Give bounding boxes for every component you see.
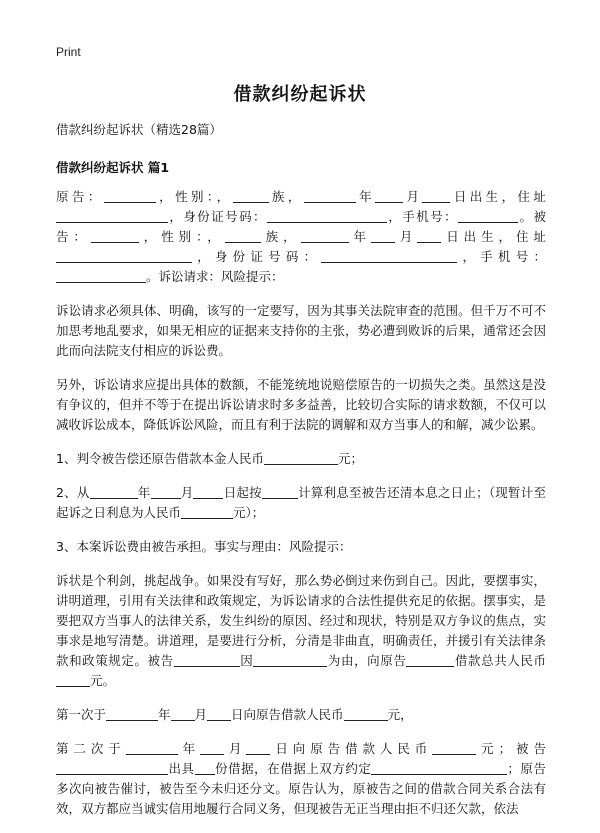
born-label: 日出生，住址 xyxy=(450,189,546,204)
claim-3: 3、本案诉讼费由被告承担。事实与理由：风险提示： xyxy=(56,539,352,554)
claim-2-day: 日起按 xyxy=(223,485,262,500)
document-title: 借款纠纷起诉状 xyxy=(233,84,367,105)
claim-1-unit: 元； xyxy=(337,451,363,466)
born2-label: 日出生，住址 xyxy=(441,229,546,244)
loan-1-year: 年 xyxy=(158,707,171,722)
interest-amount-blank xyxy=(181,505,233,519)
birth-year-blank xyxy=(304,189,356,203)
id2-label: ，身份证号码： xyxy=(192,249,322,264)
facts-paragraph xyxy=(56,571,546,691)
loan-2-year: 年 xyxy=(177,741,201,756)
phone2-blank xyxy=(56,269,146,283)
receipt-count-blank xyxy=(195,761,215,775)
principal-amount-blank xyxy=(264,451,338,465)
year-label: 年 xyxy=(355,189,376,204)
interest-rate-blank xyxy=(262,485,298,499)
claims-heading: 。诉讼请求：风险提示： xyxy=(146,269,284,284)
loan-1-label: 第一次于 xyxy=(56,707,107,722)
phone2-label: 手机号： xyxy=(480,249,546,264)
defendant-name-blank-2 xyxy=(174,653,240,667)
loan-1 xyxy=(56,705,546,725)
loan-1-amount-blank xyxy=(344,707,388,721)
year2-label: 年 xyxy=(348,229,371,244)
ethnicity2-blank xyxy=(225,229,261,243)
claim-2-text: 计算利息至被告还清本息之日止；（现暂计至起诉之日利息为人民币 xyxy=(56,485,546,520)
month-label: 月 xyxy=(403,189,423,204)
loan-2-month-blank xyxy=(200,741,224,755)
birth-year2-blank xyxy=(301,229,349,243)
loan-2-defendant-blank xyxy=(56,761,168,775)
claim-1-text: 1、判令被告偿还原告借款本金人民币 xyxy=(56,451,264,466)
comma-sep: ， xyxy=(457,249,481,264)
claim-2-unit: 元）； xyxy=(233,505,265,520)
loan-2-year-blank xyxy=(126,741,178,755)
gender2-label: ，性别：， xyxy=(138,229,225,244)
ethnicity-blank xyxy=(233,189,269,203)
plaintiff-label: 原告： xyxy=(56,189,104,204)
interest-month-blank xyxy=(151,485,181,499)
loan-1-text: 日向原告借款人民币 xyxy=(231,707,344,722)
gender-label: ，性别：， xyxy=(155,189,233,204)
party-info-paragraph xyxy=(56,187,546,287)
loan-2-day-blank xyxy=(246,741,270,755)
facts-reason: 为由，向原告 xyxy=(327,653,407,668)
interest-year-blank xyxy=(90,485,138,499)
id-number2-blank xyxy=(321,249,457,263)
loan-1-day-blank xyxy=(207,707,231,721)
ethnicity2-label: 族， xyxy=(260,229,301,244)
facts-unit: 元。 xyxy=(90,673,116,688)
defendant-name-blank xyxy=(91,229,139,243)
birth-day2-blank xyxy=(417,229,441,243)
print-link[interactable]: Print xyxy=(56,45,81,59)
loan-2-text: 日向原告借款人民币 xyxy=(270,741,433,756)
loan-1-year-blank xyxy=(106,707,158,721)
total-amount-blank xyxy=(56,673,90,687)
agreement-terms-blank xyxy=(371,761,507,775)
loan-2-amount-blank xyxy=(432,741,476,755)
month2-label: 月 xyxy=(394,229,418,244)
loan-2-month: 月 xyxy=(224,741,247,756)
plaintiff-name-blank xyxy=(104,189,156,203)
loan-2-agreement: 份借据，在借据上双方约定 xyxy=(214,761,372,776)
reason-blank xyxy=(253,653,327,667)
address-blank xyxy=(56,209,168,223)
amount-tip-paragraph: 另外，诉讼请求应提出具体的数额，不能笼统地说赔偿原告的一切损失之类。虽然这是没有争议的，但并不等于在提出诉讼请求时多多益善，比较切合实际的请求数额，不仅可以减收诉讼成本，降低诉讼风险，而且有利于法院的调解和双方当事人的和解，减少讼累。 xyxy=(56,377,546,432)
section-heading: 借款纠纷起诉状 篇1 xyxy=(56,160,170,175)
birth-day-blank xyxy=(422,189,450,203)
interest-day-blank xyxy=(193,485,223,499)
birth-month-blank xyxy=(375,189,403,203)
facts-text: 诉状是个利剑，挑起战争。如果没有写好，那么势必倒过来伤到自己。因此，要摆事实，讲明道理，引用有关法律和政策规定，为诉讼请求的合法性提供充足的依据。摆事实，是要把双方当事人的法律关系，发生纠纷的原因、经过和现状，特别是双方争议的焦点，实事求是地写清楚。讲道理，是要进行分析，分清是非曲直，明确责任，并援引有关法律条款和政策规定。被告 xyxy=(56,573,546,668)
document-subtitle: 借款纠纷起诉状（精选28篇） xyxy=(56,122,222,137)
facts-total: 借款总共人民币 xyxy=(454,653,546,668)
loan-1-month: 月 xyxy=(194,707,208,722)
plaintiff-name-blank-2 xyxy=(406,653,454,667)
birth-month2-blank xyxy=(371,229,395,243)
loan-2-rest: ；原告多次向被告催讨，被告至今未归还分文。原告认为，原被告之间的借款合同关系合法有效，双方都应当诚实信用地履行合同义务，但现被告无正当理由拒不归还欠款，依法 xyxy=(56,761,546,816)
loan-2 xyxy=(56,739,546,819)
claim-2-from: 2、从 xyxy=(56,485,90,500)
claim-1 xyxy=(56,449,546,469)
claim-2-year: 年 xyxy=(137,485,151,500)
facts-because: 因 xyxy=(239,653,254,668)
phone-blank xyxy=(458,209,518,223)
defendant-label: 。被告： xyxy=(56,209,546,244)
id-number-blank xyxy=(267,209,387,223)
claim-2 xyxy=(56,483,546,523)
loan-2-defendant: 元；被告 xyxy=(476,741,546,756)
loan-1-month-blank xyxy=(171,707,195,721)
loan-2-issue: 出具 xyxy=(168,761,195,776)
loan-1-unit: 元， xyxy=(387,707,413,722)
document-body xyxy=(56,120,546,833)
id-label: ，身份证号码： xyxy=(168,209,267,224)
address2-blank xyxy=(56,249,192,263)
claim-2-month: 月 xyxy=(180,485,194,500)
ethnicity-label: 族， xyxy=(268,189,304,204)
loan-2-label: 第二次于 xyxy=(56,741,126,756)
phone-label: ，手机号： xyxy=(386,209,459,224)
claims-tip-paragraph: 诉讼请求必须具体、明确，该写的一定要写，因为其事关法院审查的范围。但千万不可不加思考地乱要求，如果无相应的证据来支持你的主张，势必遭到败诉的后果，通常还会因此而向法院支付相应的诉讼费。 xyxy=(56,303,546,358)
